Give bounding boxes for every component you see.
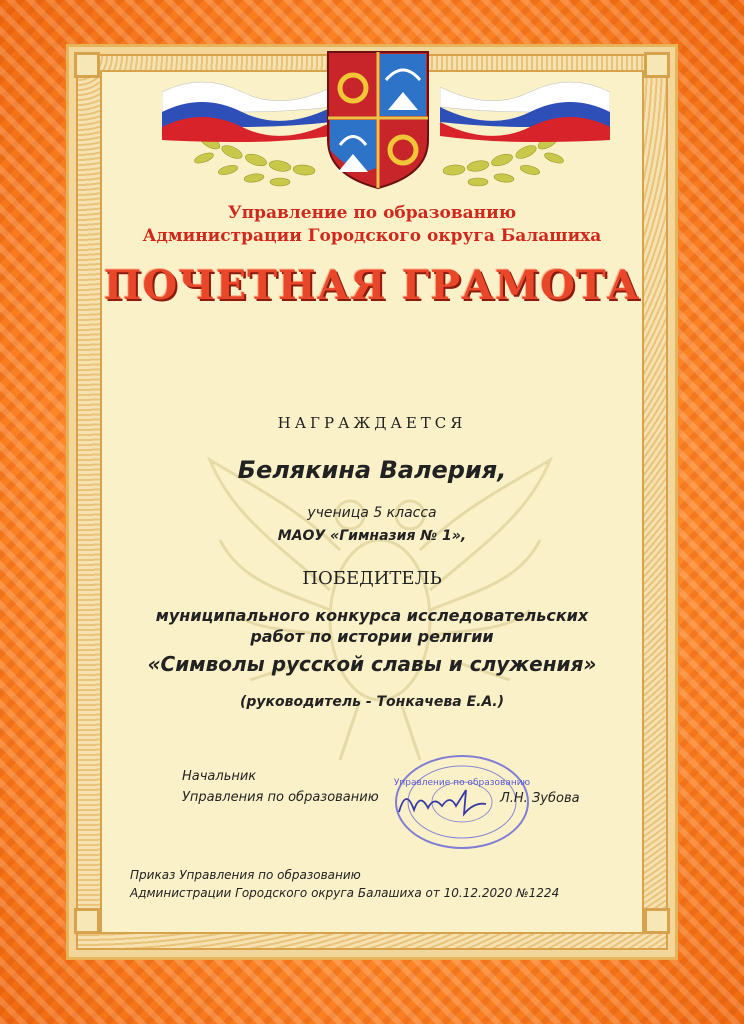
supervisor-line: (руководитель - Тонкачева Е.А.) xyxy=(239,694,505,710)
stamp-text: Управление по образованию xyxy=(393,778,531,788)
order-line-1: Приказ Управления по образованию xyxy=(130,868,361,882)
contest-line-1: муниципального конкурса исследовательских xyxy=(155,606,589,625)
certificate-title: ПОЧЕТНАЯ ГРАМОТА xyxy=(103,262,641,309)
corner-ornament xyxy=(644,52,670,78)
student-class-line: ученица 5 класса xyxy=(307,505,437,521)
corner-ornament xyxy=(74,908,100,934)
corner-ornament xyxy=(644,908,670,934)
organization-line-1: Управление по образованию xyxy=(227,203,517,223)
awarded-label: НАГРАЖДАЕТСЯ xyxy=(277,414,467,432)
signer-position-line-2: Управления по образованию xyxy=(182,790,379,805)
handwritten-signature xyxy=(394,782,494,822)
organization-line-2: Администрации Городского округа Балашиха xyxy=(142,226,602,246)
winner-label: ПОБЕДИТЕЛЬ xyxy=(302,568,442,589)
russian-flag-ribbon-icon xyxy=(162,72,332,142)
recipient-name: Белякина Валерия, xyxy=(237,456,507,484)
corner-ornament xyxy=(74,52,100,78)
school-line: МАОУ «Гимназия № 1», xyxy=(277,528,467,544)
order-line-2: Администрации Городского округа Балашиха от 10.12.2020 №1224 xyxy=(130,886,560,900)
contest-title: «Символы русской славы и служения» xyxy=(147,652,597,676)
balashikha-coat-of-arms-icon xyxy=(326,50,430,190)
signer-name: Л.Н. Зубова xyxy=(500,791,580,806)
russian-flag-ribbon-icon xyxy=(440,72,610,142)
contest-line-2: работ по истории религии xyxy=(250,627,494,646)
signer-position-line-1: Начальник xyxy=(182,769,257,784)
